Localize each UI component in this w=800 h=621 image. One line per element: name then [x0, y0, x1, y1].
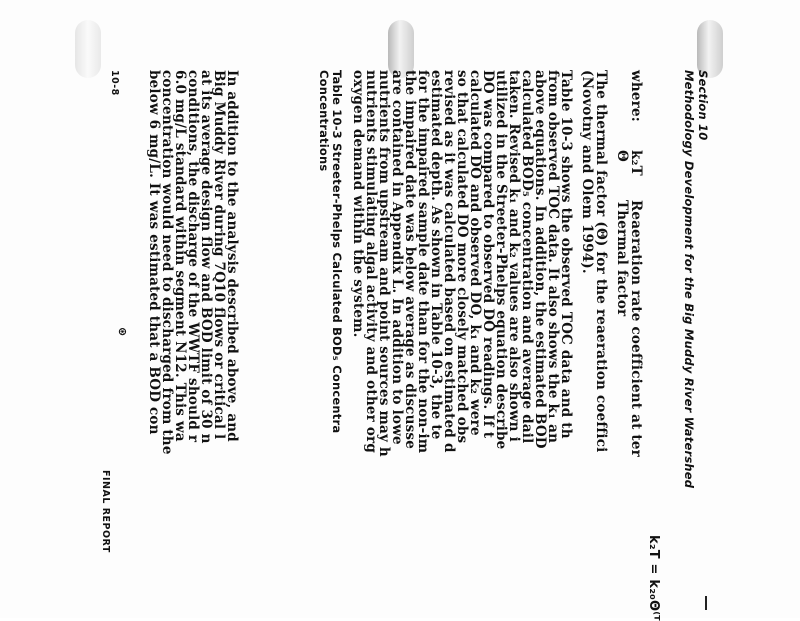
paragraph-line: The thermal factor (Θ) for the reaeration coeffici [593, 70, 609, 453]
paragraph-line: (Novotny and Olem 1994). [579, 70, 595, 274]
where-definition: Reaeration rate coefficient at ter [628, 200, 644, 457]
paragraph-line: nutrients from upstream and point sources may h [376, 70, 392, 457]
paragraph-line: DO was compared to observed DO readings. If t [480, 70, 496, 439]
paragraph-line: oxygen demand within the system. [350, 70, 366, 338]
section-label: Section 10 [696, 70, 710, 141]
paragraph-line: calculated BOD₅ concentration and average dail [519, 70, 535, 444]
paragraph-line: at its average design flow and BOD limit of 30 n [198, 70, 214, 444]
paragraph-line: the impaired date was below average as discusse [402, 70, 418, 449]
paragraph-line: below 6 mg/L. It was estimated that a BOD con [146, 70, 162, 435]
paragraph-line: nutrients stimulating algal activity and other org [363, 70, 379, 453]
paragraph-line: Big Muddy River during 7Q10 flows or critical l [211, 70, 227, 440]
paragraph-line: In addition to the analysis described above, and [224, 70, 240, 442]
paragraph-line: so that calculated DO more closely matched obs [454, 70, 470, 444]
reaeration-equation: k₂T = k₂₀Θ⁽ᵀ [646, 535, 661, 621]
paragraph-line: taken. Revised k₁ and k₂ values are also shown i [506, 70, 522, 442]
header-rule [705, 596, 707, 610]
where-label: where: [628, 70, 644, 122]
paragraph-line: 6.0 mg/L standard within segment N12. This wa [172, 70, 188, 442]
paragraph-line: concentration would need to discharged from the [159, 70, 175, 455]
paragraph-line: Table 10-3 shows the observed TOC data and th [558, 70, 574, 439]
table-caption: Concentrations [317, 70, 331, 172]
paragraph-line: are contained in Appendix L. In addition to lowe [389, 70, 405, 445]
paragraph-line: for the impaired sample date than for the non-im [415, 70, 431, 454]
where-symbol: k₂T [628, 150, 644, 176]
document-subtitle: Methodology Development for the Big Muddy River Watershed [682, 70, 696, 489]
paragraph-line: estimated depth. As shown in Table 10-3, the te [428, 70, 444, 440]
paragraph-line: from observed TOC data. It also shows the k₁ an [545, 70, 561, 444]
paragraph-line: revised as it was calculated based on estimated d [441, 70, 457, 453]
paragraph-line: calculated DO and observed DO, k₁ and k₂ were [467, 70, 483, 436]
where-symbol: Θ [614, 150, 630, 162]
paragraph-line: above equations. In addition, the estimated BOD [532, 70, 548, 449]
page-number: 10-8 [109, 70, 120, 96]
where-definition: Thermal factor [614, 200, 630, 317]
table-caption: Table 10-3 Streeter-Phelps Calculated BOD₅ Concentra [330, 70, 344, 434]
final-report-label: FINAL REPORT [100, 470, 111, 553]
paragraph-line: conditions, the discharge of the WWTF should r [185, 70, 201, 443]
paragraph-line: utilized in the Streeter-Phelps equation describe [493, 70, 509, 450]
company-logo-icon: ⊛ [116, 327, 129, 337]
